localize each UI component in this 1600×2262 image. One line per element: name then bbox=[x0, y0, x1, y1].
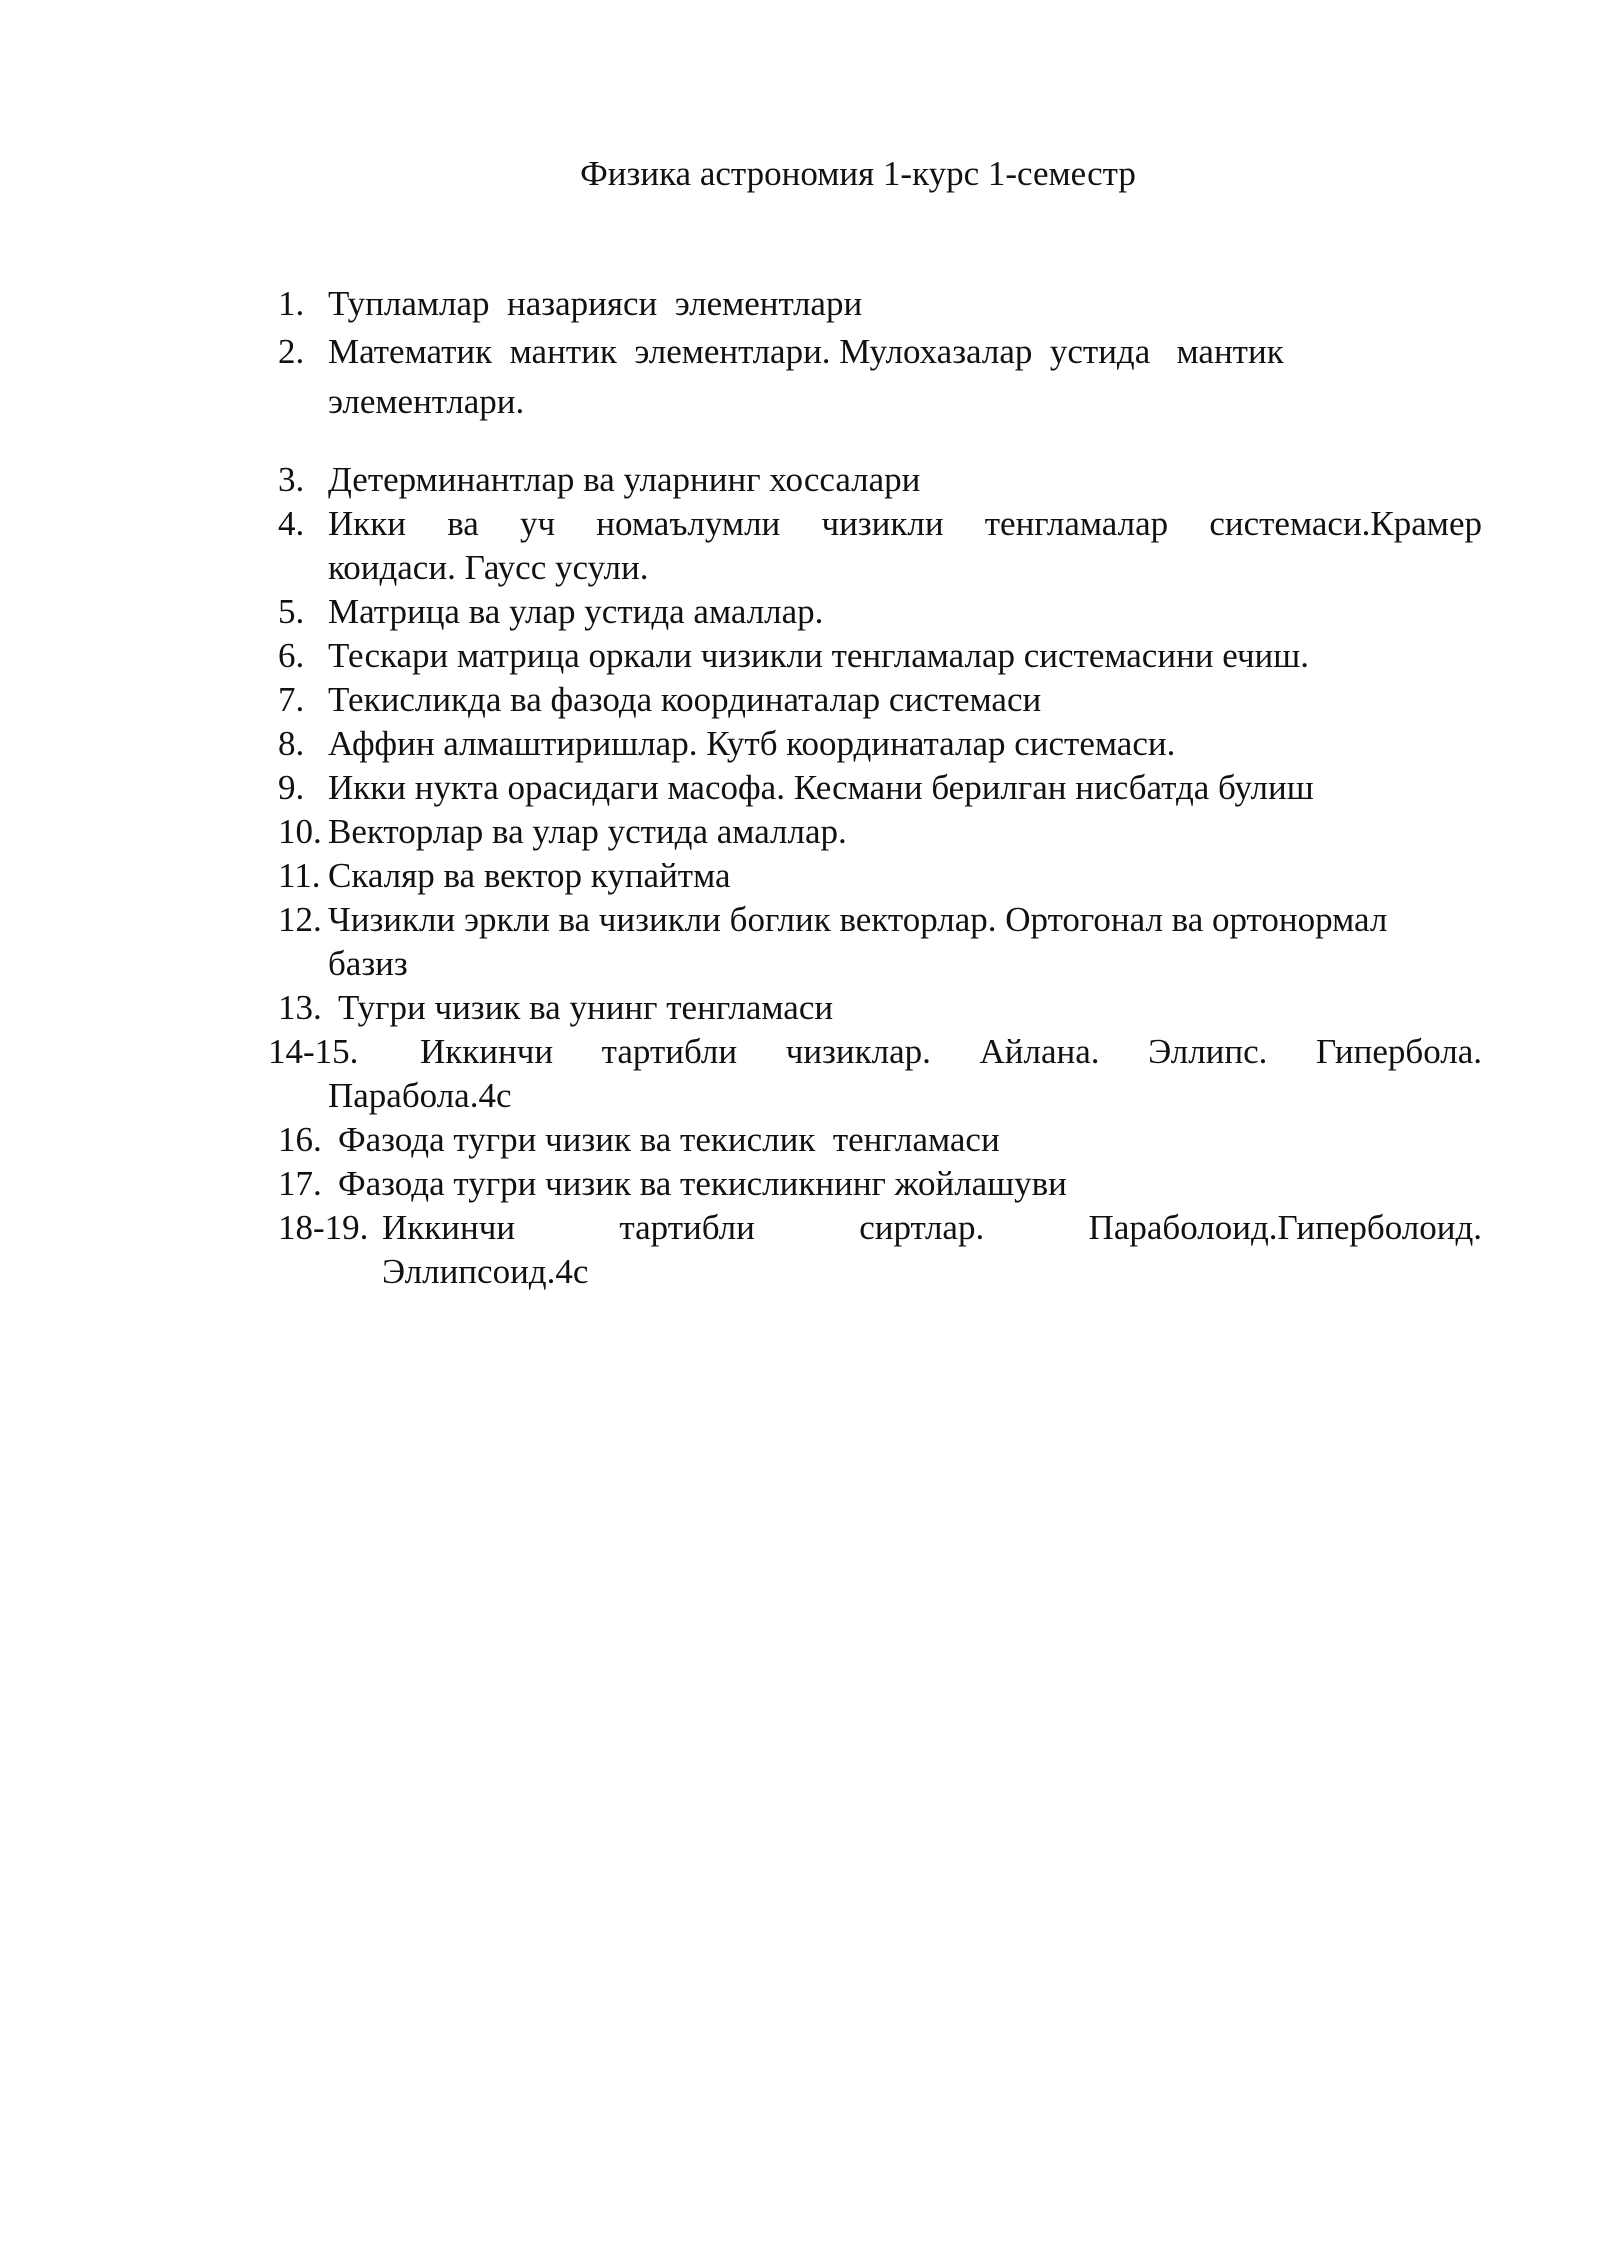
item-text: Тупламлар назарияси элементлари bbox=[328, 284, 863, 323]
list-item bbox=[0, 590, 1600, 634]
list-item bbox=[0, 678, 1600, 722]
item-text: Скаляр ва вектор купайтма bbox=[328, 856, 731, 895]
list-item bbox=[0, 1030, 1600, 1118]
item-number: 6. bbox=[278, 636, 305, 675]
item-number: 2. bbox=[278, 332, 305, 371]
list-item bbox=[0, 1162, 1600, 1206]
item-text: Чизикли эркли ва чизикли боглик векторлар. Ортогонал ва ортонормал bbox=[328, 900, 1388, 939]
item-text: Детерминантлар ва уларнинг хоссалари bbox=[328, 460, 921, 499]
list-item bbox=[0, 502, 1600, 590]
item-text-continued: базиз bbox=[328, 944, 408, 983]
item-text: Аффин алмаштиришлар. Кутб координаталар системаси. bbox=[328, 724, 1176, 763]
item-text-continued: Парабола.4с bbox=[328, 1076, 512, 1115]
item-number: 13. bbox=[278, 988, 322, 1027]
list-item bbox=[0, 722, 1600, 766]
list-item bbox=[0, 282, 1600, 326]
list-item bbox=[0, 330, 1600, 426]
list-item bbox=[0, 1206, 1600, 1294]
item-text: Текисликда ва фазода координаталар системаси bbox=[328, 680, 1042, 719]
item-text: Фазода тугри чизик ва текисликнинг жойлашуви bbox=[338, 1164, 1067, 1203]
item-text-continued: элементлари. bbox=[328, 382, 525, 421]
item-number: 18-19. bbox=[278, 1208, 369, 1247]
list-item bbox=[0, 634, 1600, 678]
item-text: Тескари матрица оркали чизикли тенгламалар системасини ечиш. bbox=[328, 636, 1309, 675]
item-text-continued: коидаси. Гаусс усули. bbox=[328, 548, 649, 587]
item-text: Векторлар ва улар устида амаллар. bbox=[328, 812, 847, 851]
item-number: 16. bbox=[278, 1120, 322, 1159]
item-number: 12. bbox=[278, 900, 322, 939]
item-text: Фазода тугри чизик ва текислик тенгламаси bbox=[338, 1120, 1000, 1159]
item-text: Математик мантик элементлари. Мулохазалар устида мантик bbox=[328, 332, 1284, 371]
document-title: Физика астрономия 1-курс 1-семестр bbox=[580, 154, 1136, 193]
item-number: 3. bbox=[278, 460, 305, 499]
item-number: 4. bbox=[278, 504, 305, 543]
list-item bbox=[0, 458, 1600, 502]
item-number: 5. bbox=[278, 592, 305, 631]
list-item bbox=[0, 986, 1600, 1030]
item-number: 14-15. bbox=[268, 1032, 359, 1071]
item-text: Иккинчи тартибли чизиклар. Айлана. Эллипс. Гипербола. bbox=[420, 1032, 1482, 1071]
item-number: 10. bbox=[278, 812, 322, 851]
list-item bbox=[0, 810, 1600, 854]
list-item bbox=[0, 766, 1600, 810]
item-text: Тугри чизик ва унинг тенгламаси bbox=[338, 988, 834, 1027]
item-text: Матрица ва улар устида амаллар. bbox=[328, 592, 824, 631]
list-item bbox=[0, 898, 1600, 986]
item-text: Икки нукта орасидаги масофа. Кесмани берилган нисбатда булиш bbox=[328, 768, 1314, 807]
item-text: Икки ва уч номаълумли чизикли тенгламалар системаси.Крамер bbox=[328, 504, 1482, 543]
item-number: 17. bbox=[278, 1164, 322, 1203]
item-number: 11. bbox=[278, 856, 321, 895]
item-text: Иккинчи тартибли сиртлар. Параболоид.Гиперболоид. bbox=[382, 1208, 1482, 1247]
item-number: 9. bbox=[278, 768, 305, 807]
item-number: 1. bbox=[278, 284, 305, 323]
item-number: 7. bbox=[278, 680, 305, 719]
item-number: 8. bbox=[278, 724, 305, 763]
item-text-continued: Эллипсоид.4с bbox=[382, 1252, 589, 1291]
list-item bbox=[0, 1118, 1600, 1162]
list-item bbox=[0, 854, 1600, 898]
